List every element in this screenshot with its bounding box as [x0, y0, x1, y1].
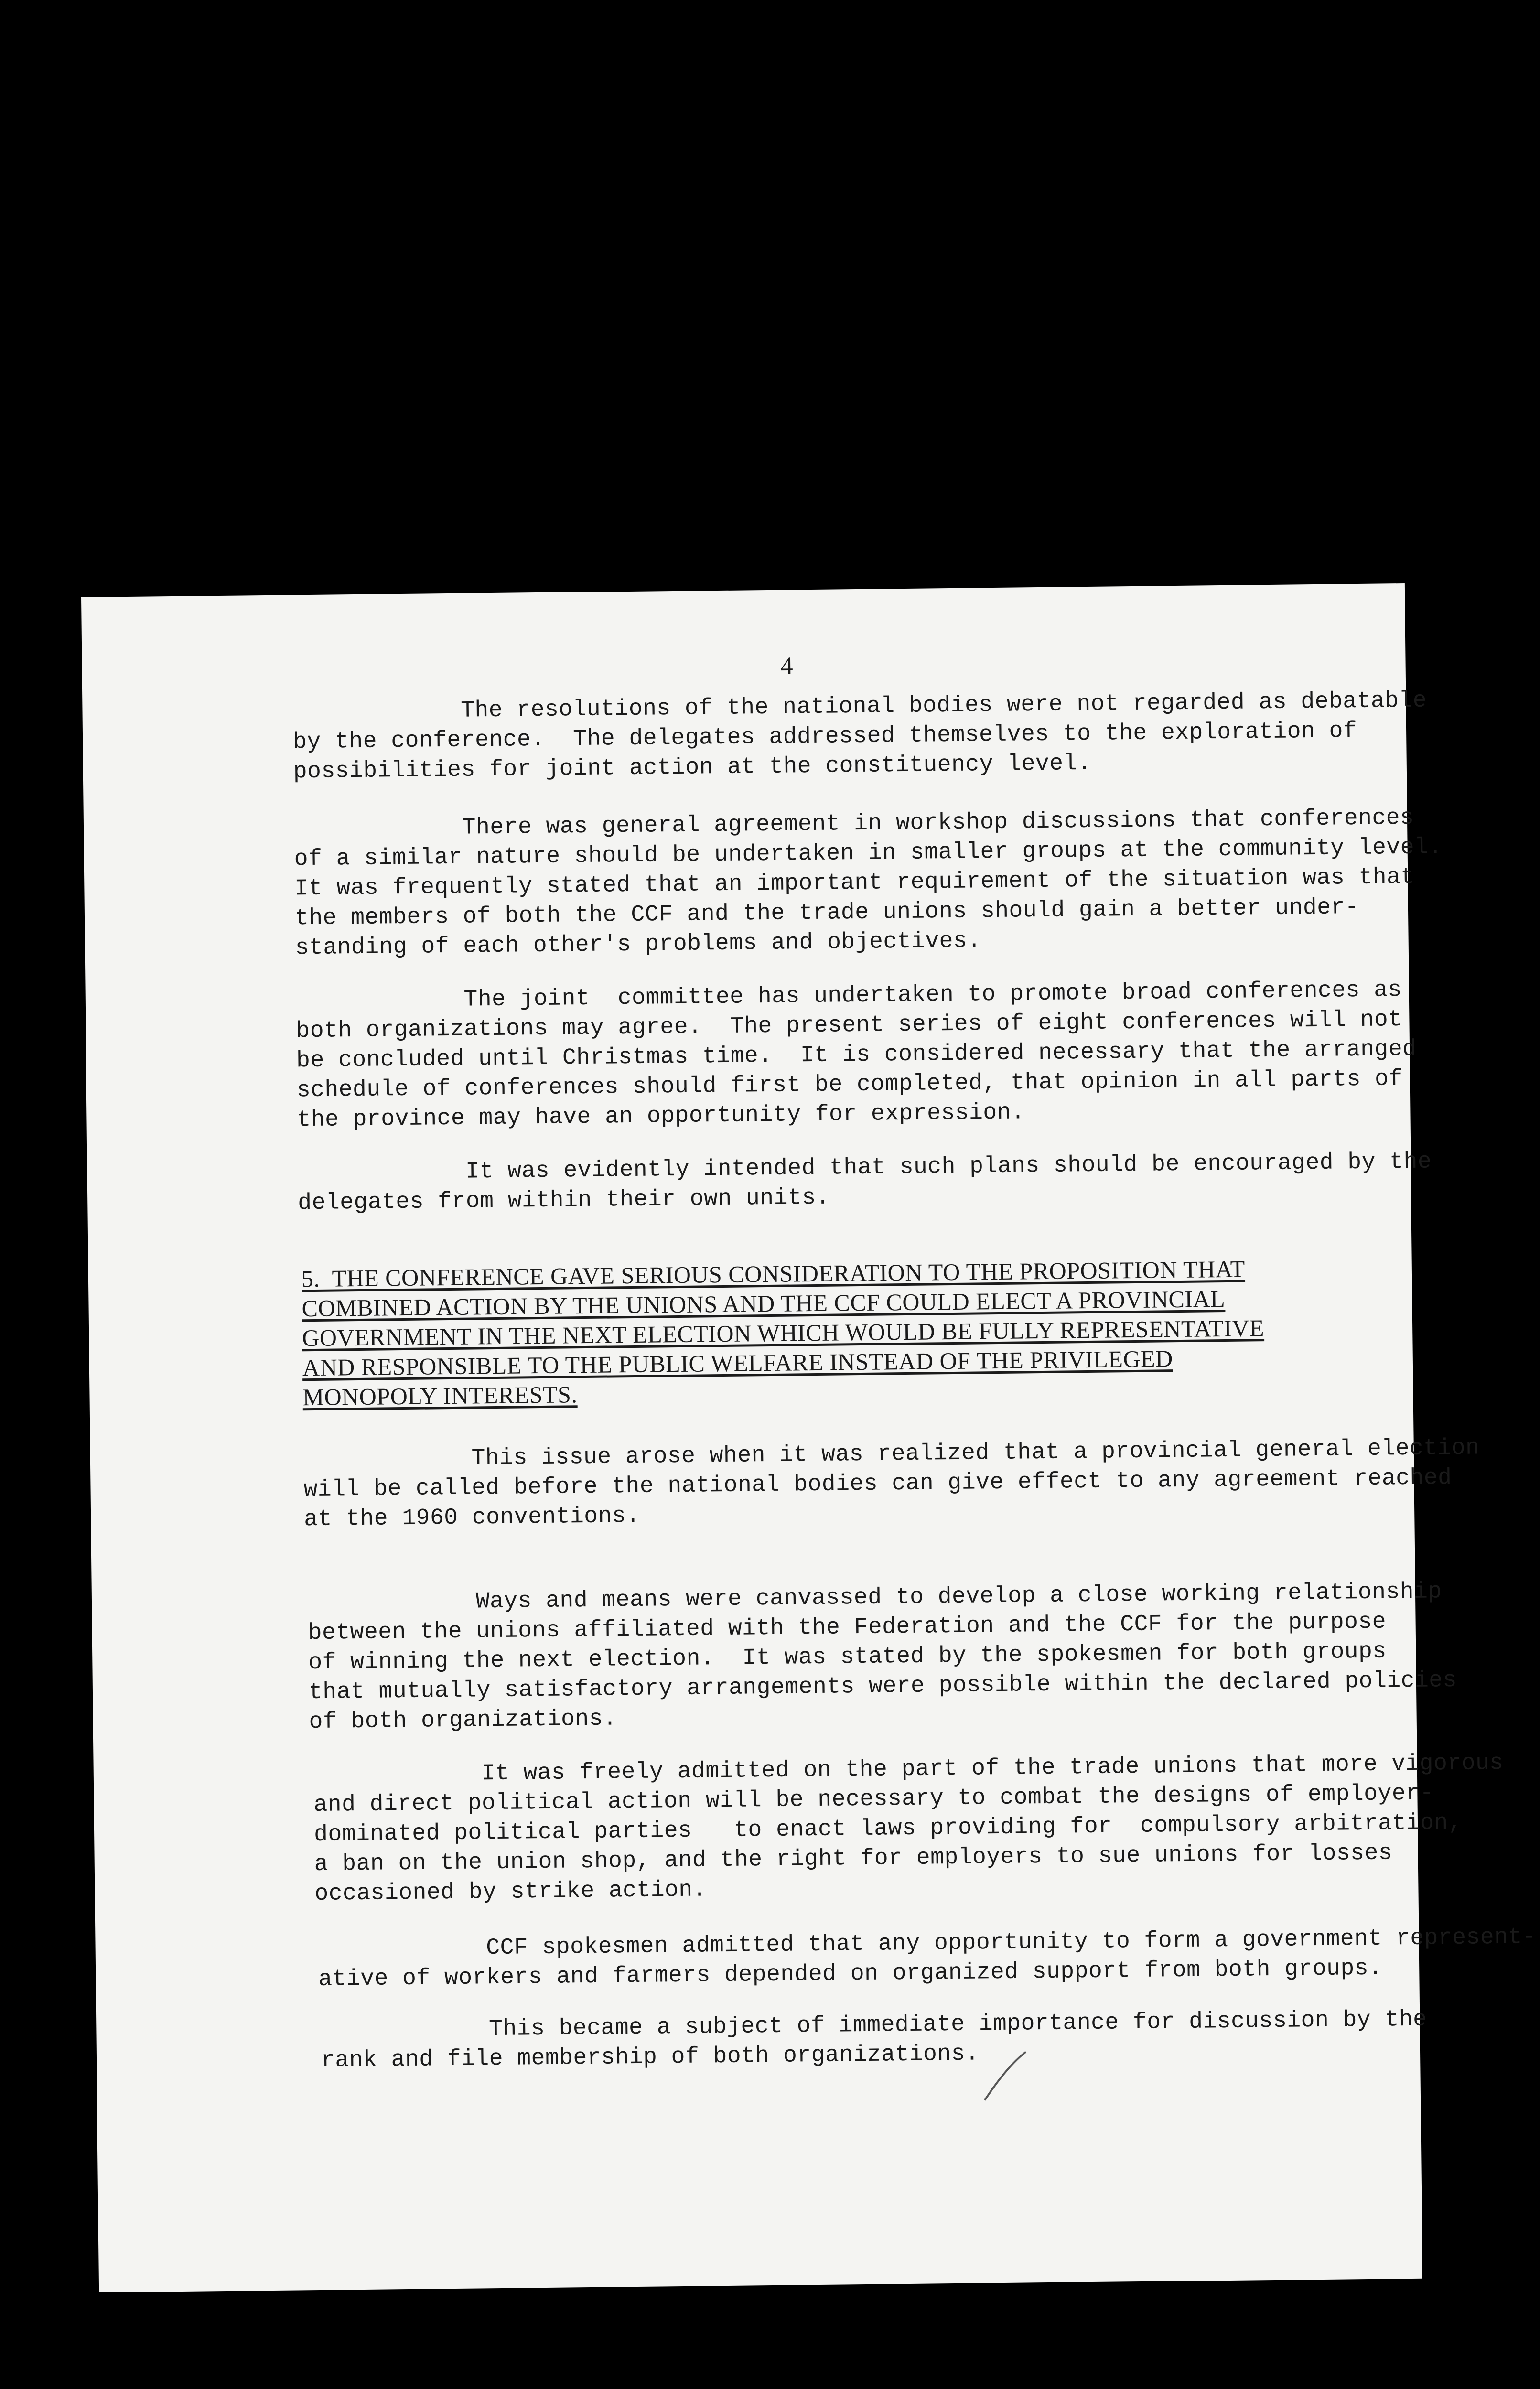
- paragraph-ways-and-means: Ways and means were canvassed to develop a close working relationship between the unions affiliated with the Federation and the CCF for the purpose of winning the next election. It was stated by the spokesmen for both groups that mutually satisfactory arrangements were possible within the declared policies of both organizations.: [307, 1579, 1457, 1735]
- paragraph-workshop-agreement: There was general agreement in workshop discussions that conferences of a similar nature should be undertaken in smaller groups at the community level. It was frequently stated that an important requirement of the situation was that the members of both the CCF and the trade unions should gain a better under- standing of each other's problems and objectives.: [293, 805, 1443, 961]
- paragraph-ccf-spokesmen: CCF spokesmen admitted that any opportunity to form a government represent- ative of workers and farmers depended on organized support from both groups.: [318, 1924, 1537, 1992]
- document-page: [81, 583, 1537, 2292]
- pen-mark-icon: [980, 2049, 1029, 2102]
- paragraph-issue-arose: This issue arose when it was realized that a provincial general election will be called before the national bodies can give effect to any agreement reached at the 1960 conventions.: [303, 1435, 1480, 1533]
- page-number: 4: [780, 652, 793, 680]
- paragraph-joint-committee: The joint committee has undertaken to promote broad conferences as both organizations may agree. The present series of eight conferences will not be concluded until Christmas time. It is considered necessary that the arranged schedule of conferences should first be completed, that opinion in all parts of the province may have an opportunity for expression.: [295, 977, 1417, 1133]
- section-5-heading: 5. THE CONFERENCE GAVE SERIOUS CONSIDERATION TO THE PROPOSITION THAT COMBINED ACTION BY THE UNIONS AND THE CCF COULD ELECT A PROVINCIAL GOVERNMENT IN THE NEXT ELECTION WHICH WOULD BE FULLY REPRESENTATIVE AND RESPONSIBLE TO THE PUBLIC WELFARE INSTEAD OF THE PRIVILEGED MONOPOLY INTERESTS.: [301, 1255, 1265, 1411]
- paragraph-trade-unions-admitted: It was freely admitted on the part of the trade unions that more vigorous and direct political action will be necessary to combat the designs of employer- dominated political parties to enact laws providing for compulsory arbitration, a ban on the union shop, and the right for employers to sue unions for losses occasioned by strike action.: [313, 1750, 1504, 1907]
- paragraph-resolutions: The resolutions of the national bodies were not regarded as debatable by the conference. The delegates addressed themselves to the exploration of possibilities for joint action at the constituency level.: [292, 688, 1427, 785]
- paragraph-immediate-importance: This became a subject of immediate importance for discussion by the rank and file membership of both organizations.: [321, 2006, 1427, 2074]
- paragraph-plans-encouraged: It was evidently intended that such plans should be encouraged by the delegates from within their own units.: [297, 1149, 1432, 1216]
